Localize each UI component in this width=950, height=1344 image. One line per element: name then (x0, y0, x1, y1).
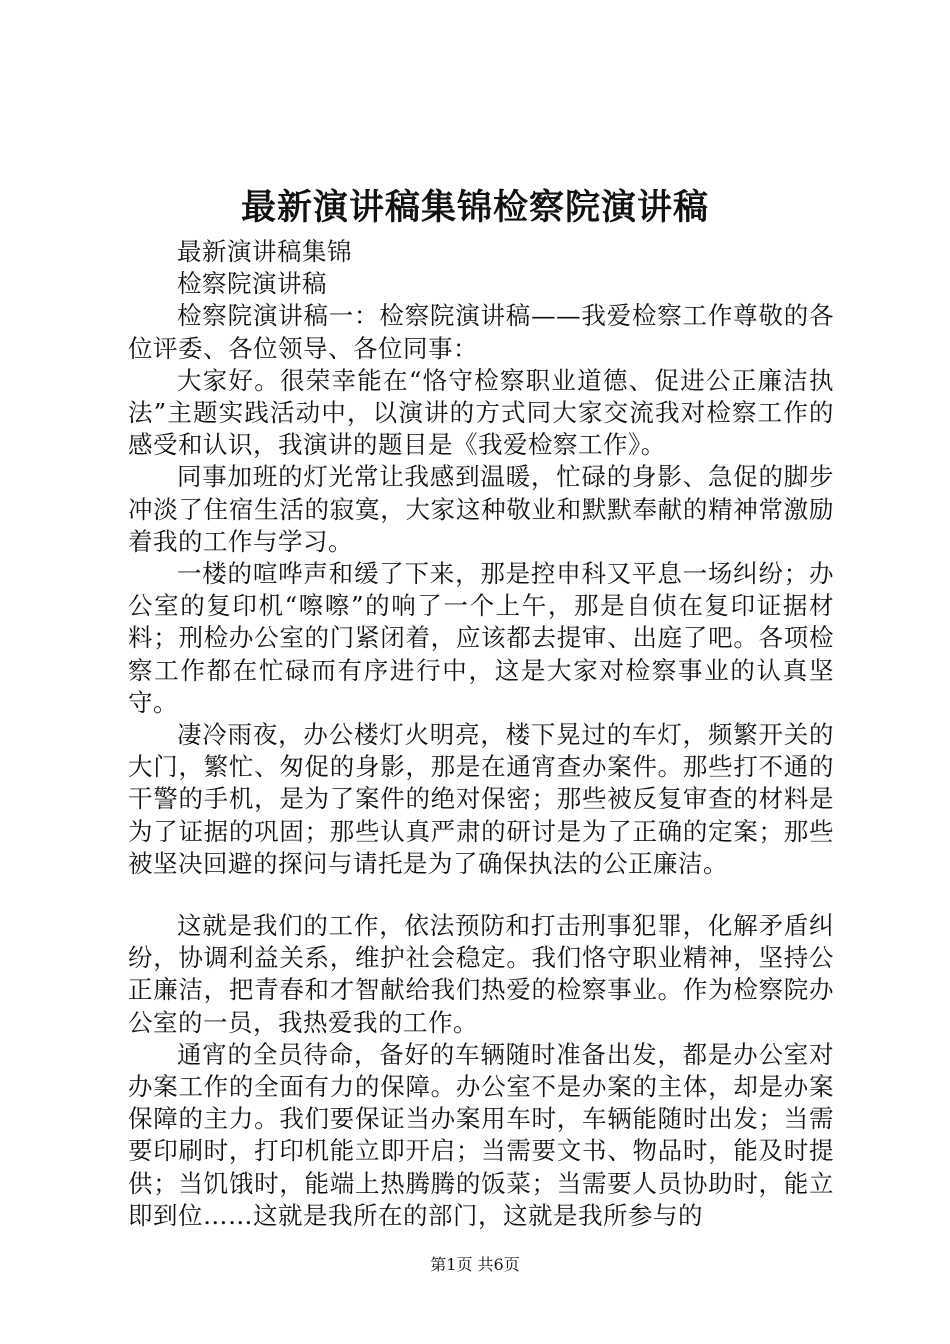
paragraph: 通宵的全员待命，备好的车辆随时准备出发，都是办公室对办案工作的全面有力的保障。办公室不是办案的主体，却是办案保障的主力。我们要保证当办案用车时，车辆能随时出发；当需要印刷时，打印机能立即开启；当需要文书、物品时，能及时提供；当饥饿时，能端上热腾腾的饭菜；当需要人员协助时，能立即到位……这就是我所在的部门，这就是我所参与的 (128, 1039, 834, 1230)
paragraph: 大家好。很荣幸能在“恪守检察职业道德、促进公正廉洁执法”主题实践活动中，以演讲的方式同大家交流我对检察工作的感受和认识，我演讲的题目是《我爱检察工作》。 (128, 365, 834, 460)
paragraph: 凄冷雨夜，办公楼灯火明亮，楼下晃过的车灯，频繁开关的大门，繁忙、匆促的身影，那是在通宵查办案件。那些打不通的干警的手机，是为了案件的绝对保密；那些被反复审查的材料是为了证据的巩固；那些认真严肃的研讨是为了正确的定案；那些被坚决回避的探问与请托是为了确保执法的公正廉洁。 (128, 720, 834, 878)
document-title: 最新演讲稿集锦检察院演讲稿 (240, 187, 709, 228)
page-number: 第1页 共6页 (430, 1255, 520, 1274)
paragraph: 一楼的喧哗声和缓了下来，那是控申科又平息一场纠纷；办公室的复印机“嚓嚓”的响了一个上午，那是自侦在复印证据材料；刑检办公室的门紧闭着，应该都去提审、出庭了吧。各项检察工作都在忙碌而有序进行中，这是大家对检察事业的认真坚守。 (128, 559, 834, 717)
paragraph: 最新演讲稿集锦 (177, 237, 352, 266)
paragraph: 检察院演讲稿 (177, 269, 327, 299)
document-body (128, 236, 834, 1232)
paragraph: 这就是我们的工作，依法预防和打击刑事犯罪，化解矛盾纠纷，协调利益关系，维护社会稳定。我们恪守职业精神，坚持公正廉洁，把青春和才智献给我们热爱的检察事业。作为检察院办公室的一员，我热爱我的工作。 (128, 911, 834, 1037)
paragraph: 同事加班的灯光常让我感到温暖，忙碌的身影、急促的脚步冲淡了住宿生活的寂寞，大家这种敬业和默默奉献的精神常激励着我的工作与学习。 (128, 462, 834, 556)
paragraph: 检察院演讲稿一：检察院演讲稿——我爱检察工作尊敬的各位评委、各位领导、各位同事： (128, 301, 834, 363)
